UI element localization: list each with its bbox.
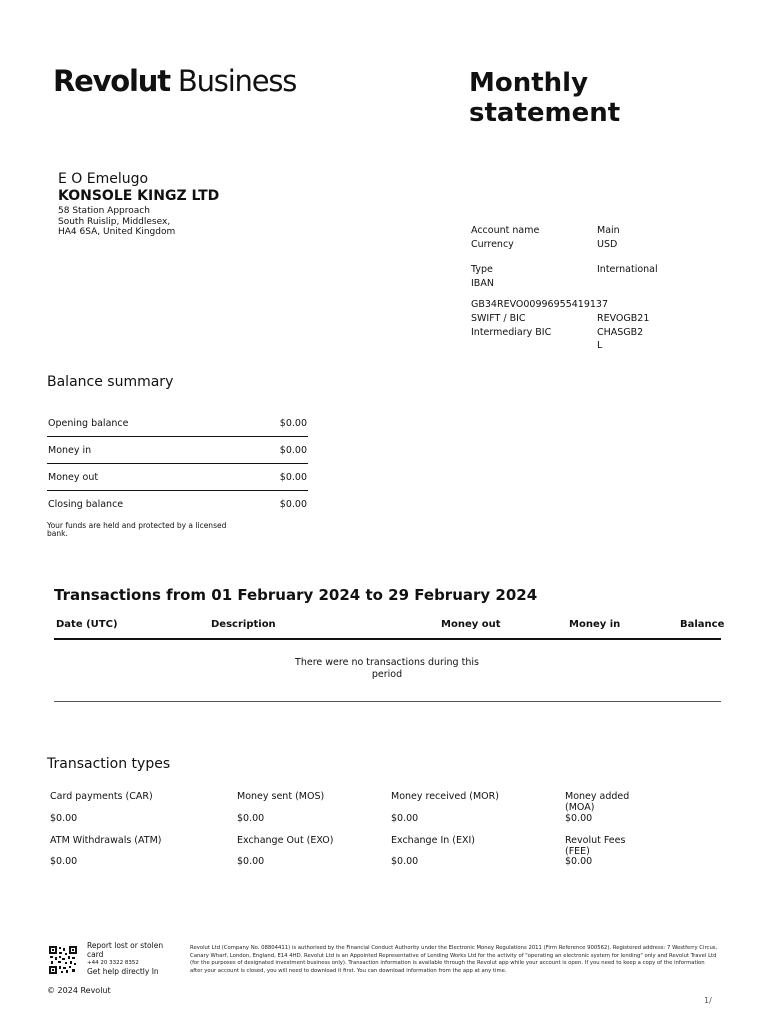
tt-value-moa: $0.00 [565, 813, 593, 824]
balance-row-money-out [47, 464, 308, 491]
account-name-value: Main [597, 225, 620, 236]
swift-label: SWIFT / BIC [471, 313, 526, 324]
balance-label: Opening balance [48, 418, 129, 429]
tt-value-exi: $0.00 [391, 856, 419, 867]
address-line: HA4 6SA, United Kingdom [58, 227, 176, 237]
page-number: 1/ [704, 996, 712, 1005]
help-text: Get help directly In [87, 967, 159, 976]
intermediary-bic-value-cont: L [597, 340, 603, 351]
balance-value: $0.00 [279, 472, 307, 483]
col-money-in: Money in [569, 619, 621, 630]
tt-value-mor: $0.00 [391, 813, 419, 824]
col-description: Description [211, 619, 276, 630]
logo-regular-text [170, 64, 178, 98]
balance-value: $0.00 [279, 499, 307, 510]
tt-value-exo: $0.00 [237, 856, 265, 867]
balance-label: Closing balance [48, 499, 124, 510]
report-lost-text: Report lost or stolen card [87, 941, 164, 959]
col-money-out: Money out [441, 619, 501, 630]
col-balance: Balance [680, 619, 725, 630]
tt-label-moa: Money added (MOA) [565, 791, 630, 813]
tt-value-car: $0.00 [50, 813, 78, 824]
address-line: 58 Station Approach [58, 206, 150, 216]
copyright: © 2024 Revolut [47, 986, 111, 995]
iban-label: IBAN [471, 278, 494, 289]
company-name: KONSOLE KINGZ LTD [58, 188, 220, 204]
table-bottom-rule [54, 701, 721, 702]
statement-title: Monthly statement [469, 68, 621, 128]
tt-label-fee: Revolut Fees (FEE) [565, 835, 626, 857]
account-name-label: Account name [471, 225, 540, 236]
tt-value-atm: $0.00 [50, 856, 78, 867]
tt-value-fee: $0.00 [565, 856, 593, 867]
legal-disclaimer: Revolut Ltd (Company No. 08804411) is authorised by the Financial Conduct Authority under the Electronic Money Regulations 2011 (Firm Reference 900562). Registered address: 7 Westferry Circus, Canary Wharf, London, England, E14 4HD. Revolut Ltd is an Appointed Representative of Lending Works Ltd for the activity of "operating an electronic system for lending" only and Revolut Travel Ltd (for the purposes of designated investment business only). Transaction information is available through the Revolut app while your account is open. If you need to keep a copy of the information after your account is closed, you will need to download it first. You can download information from the app at any time. [190, 945, 718, 974]
tt-label-mor: Money received (MOR) [391, 791, 499, 802]
currency-value: USD [597, 239, 618, 250]
support-phone: +44 20 3322 8352 [87, 960, 139, 966]
balance-value: $0.00 [279, 418, 307, 429]
qr-code-icon [49, 946, 77, 974]
customer-address [58, 206, 175, 238]
logo-business-text: Business [177, 64, 297, 98]
customer-name: E O Emelugo [58, 171, 149, 187]
balance-row-closing [47, 491, 308, 517]
no-transactions-message: There were no transactions during this period [295, 657, 479, 680]
balance-row-money-in [47, 437, 308, 464]
balance-row-opening [47, 410, 308, 437]
tt-label-atm: ATM Withdrawals (ATM) [50, 835, 162, 846]
type-label: Type [471, 264, 493, 275]
tt-label-exo: Exchange Out (EXO) [237, 835, 334, 846]
address-line: South Ruislip, Middlesex, [58, 216, 171, 227]
logo-bold-text: Revolut [53, 64, 170, 98]
funds-protection-note: Your funds are held and protected by a licensed bank. [47, 521, 227, 538]
type-value: International [597, 264, 658, 275]
col-date: Date (UTC) [56, 619, 118, 630]
swift-value: REVOGB21 [597, 313, 650, 324]
balance-value: $0.00 [279, 445, 307, 456]
tt-label-exi: Exchange In (EXI) [391, 835, 476, 846]
balance-label: Money out [48, 472, 99, 483]
tt-label-mos: Money sent (MOS) [237, 791, 325, 802]
table-header-rule [54, 638, 721, 640]
revolut-business-logo [53, 64, 296, 98]
balance-label: Money in [48, 445, 92, 456]
intermediary-bic-value: CHASGB2 [597, 327, 644, 338]
tt-label-car: Card payments (CAR) [50, 791, 153, 802]
iban-value: GB34REVO00996955419137 [471, 299, 608, 310]
balance-summary-title: Balance summary [47, 374, 174, 390]
transactions-title: Transactions from 01 February 2024 to 29 February 2024 [54, 586, 538, 604]
transaction-types-title: Transaction types [47, 756, 171, 772]
currency-label: Currency [471, 239, 514, 250]
report-lost-card [87, 941, 177, 976]
tt-value-mos: $0.00 [237, 813, 265, 824]
intermediary-bic-label: Intermediary BIC [471, 327, 552, 338]
